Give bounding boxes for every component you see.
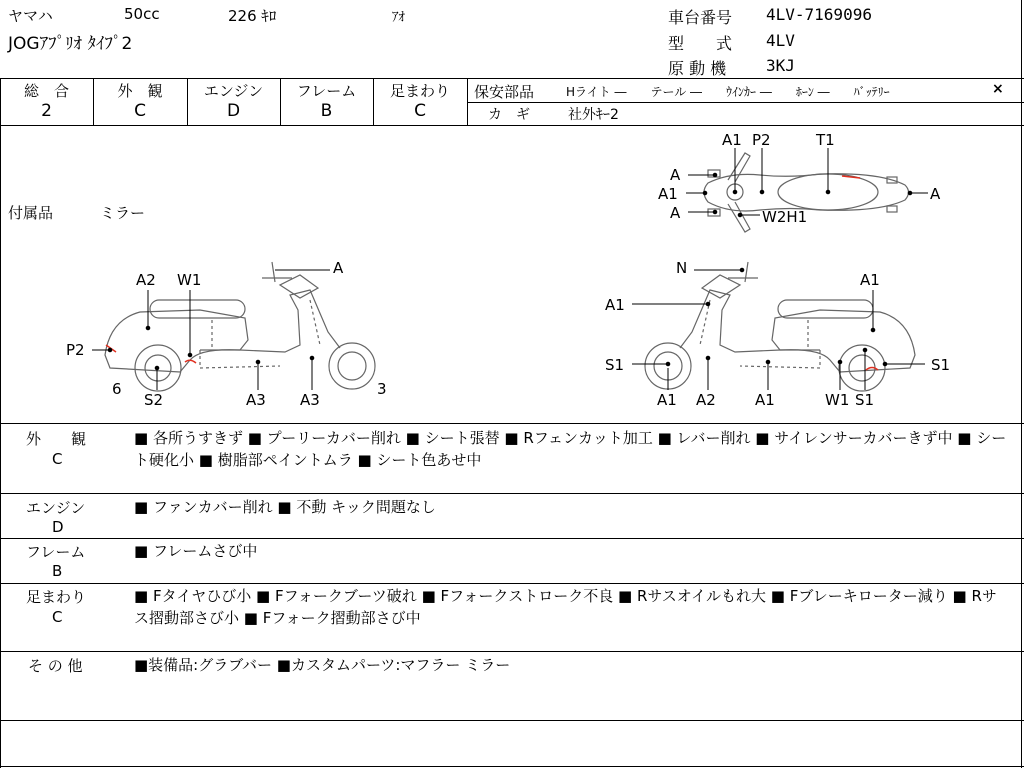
section-text: ■ 各所うすきず ■ プーリーカバー削れ ■ シート張替 ■ Rフェンカット加工 ■ レバー削れ ■ サイレンサーカバーきず中 ■ シート硬化小 ■ 樹脂部ペイントムラ ■ シート色あせ中	[134, 429, 1007, 469]
mileage: 226 ｷﾛ	[228, 7, 277, 25]
section-text: ■ フレームさび中	[134, 542, 258, 560]
rating-overall-value: 2	[41, 101, 52, 121]
key-label: カ ギ	[488, 107, 530, 123]
diagram-label: A	[333, 259, 344, 277]
diagram-label: A2	[696, 391, 716, 409]
rating-exterior-label: 外 観	[117, 82, 163, 100]
diagram-label: T1	[816, 131, 835, 149]
diagram-label: W1	[825, 391, 850, 409]
rating-engine-label: エンジン	[203, 82, 264, 100]
diagram-label: S1	[855, 391, 875, 409]
battery-mark: ×	[992, 81, 1004, 97]
diagram-label: A1	[658, 185, 678, 203]
section-title: 外 観	[26, 430, 87, 448]
section-title: フレーム	[26, 543, 86, 561]
diagram-label: A3	[300, 391, 320, 409]
rating-overall-label: 総 合	[23, 82, 69, 100]
rating-frame-value: B	[320, 101, 333, 121]
rating-suspension-value: C	[414, 101, 426, 121]
diagram-label: A	[670, 166, 681, 184]
safety-label: 保安部品	[474, 83, 535, 101]
diagram-label: W2H1	[762, 208, 808, 226]
damage-mark	[842, 176, 860, 178]
engine-label: 原 動 機	[668, 59, 727, 78]
leader-lines-left	[92, 270, 330, 390]
section-grade: B	[52, 562, 63, 580]
diagram-label: A	[930, 185, 941, 203]
diagram-label: A1	[755, 391, 775, 409]
safety-items: Hライト ― テール ― ｳｲﾝｶｰ ― ﾎｰﾝ ― ﾊﾞｯﾃﾘｰ	[566, 85, 890, 99]
model-name: JOGｱﾌﾟﾘｵ ﾀｲﾌﾟ2	[8, 34, 133, 54]
accessories-label: 付属品	[8, 204, 54, 222]
rating-exterior-value: C	[134, 101, 146, 121]
diagram-label: A	[670, 204, 681, 222]
diagram-label: 3	[377, 380, 387, 398]
maker: ヤマハ	[8, 7, 53, 25]
section-grade: C	[52, 608, 63, 626]
diagram-label: A2	[136, 271, 156, 289]
rating-engine-value: D	[226, 101, 241, 121]
diagram-label: S2	[144, 391, 164, 409]
diagram-label: N	[676, 259, 688, 277]
frame-no: 4LV-7169096	[766, 5, 872, 24]
diagram-label: 6	[112, 380, 122, 398]
section-grade: C	[52, 450, 63, 468]
damage-mark	[185, 360, 196, 363]
diagram-label: S1	[605, 356, 625, 374]
section-text: ■ Fタイヤひび小 ■ Fフォークブーツ破れ ■ Fフォークストローク不良 ■ Rサスオイルもれ大 ■ Fブレーキローター減り ■ Rサス摺動部さび小 ■ Fフォーク摺動部さび中	[134, 587, 997, 627]
accessories-value: ミラー	[100, 204, 146, 222]
diagram-label: A1	[605, 296, 625, 314]
diagram-label: A1	[722, 131, 742, 149]
displacement: 50cc	[124, 5, 160, 23]
section-grade: D	[52, 518, 64, 536]
key-value: 社外ｷｰ2	[568, 107, 619, 123]
diagram-label: W1	[177, 271, 202, 289]
type-label: 型 式	[668, 34, 733, 53]
section-title: エンジン	[26, 499, 86, 517]
type-value: 4LV	[766, 31, 795, 50]
diagram-label: A1	[657, 391, 677, 409]
diagram-label: A3	[246, 391, 266, 409]
diagram-label: P2	[66, 341, 85, 359]
diagram-label: A1	[860, 271, 880, 289]
color: ｱｵ	[392, 10, 405, 25]
section-title: 足まわり	[26, 588, 87, 606]
engine-value: 3KJ	[766, 56, 795, 75]
section-title: そ の 他	[28, 657, 83, 675]
rating-frame-label: フレーム	[296, 82, 357, 100]
frame-no-label: 車台番号	[668, 8, 733, 27]
section-text: ■装備品:グラブバー ■カスタムパーツ:マフラー ミラー	[134, 656, 511, 674]
section-text: ■ ファンカバー削れ ■ 不動 キック問題なし	[134, 498, 436, 516]
rating-suspension-label: 足まわり	[389, 82, 450, 100]
leader-lines-right	[632, 268, 925, 390]
diagram-label: S1	[931, 356, 951, 374]
diagram-label: P2	[752, 131, 771, 149]
